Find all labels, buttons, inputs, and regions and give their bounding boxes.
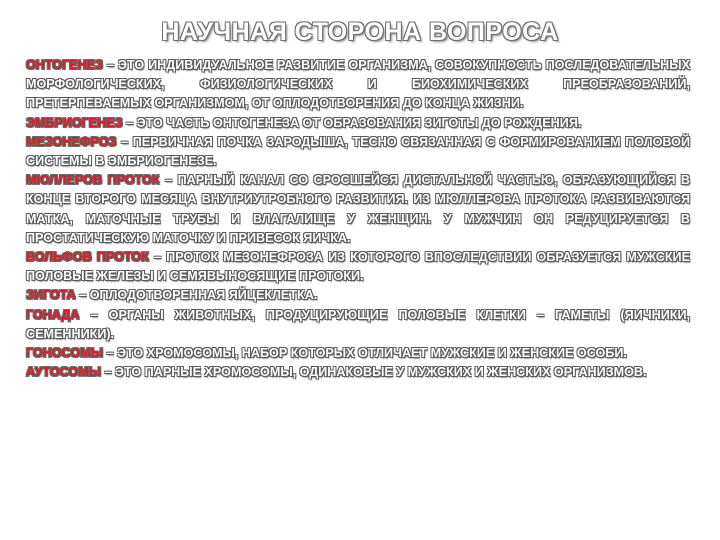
definition-embryogenesis: [26, 114, 690, 133]
slide-title: НАУЧНАЯ СТОРОНА ВОПРОСА: [161, 18, 559, 46]
term-mullerian-duct: МЮЛЛЕРОВ ПРОТОК: [26, 173, 160, 188]
definitions-list: [26, 56, 690, 382]
term-gonosomes: ГОНОСОМЫ: [26, 346, 104, 361]
definition-gonosomes: [26, 344, 690, 363]
definition-text-autosomes: – ЭТО ПАРНЫЕ ХРОМОСОМЫ, ОДИНАКОВЫЕ У МУЖСКИХ И ЖЕНСКИХ ОРГАНИЗМОВ.: [101, 365, 647, 380]
definition-mullerian-duct: [26, 171, 690, 248]
definition-text-ontogenesis: – ЭТО ИНДИВИДУАЛЬНОЕ РАЗВИТИЕ ОРГАНИЗМА, СОВОКУПНОСТЬ ПОСЛЕДОВАТЕЛЬНЫХ МОРФОЛОГИЧЕСКИХ, ФИЗИОЛОГИЧЕСКИХ И БИОХИМИЧЕСКИХ ПРЕОБРАЗОВАНИЙ, ПРЕТЕРПЕВАЕМЫХ ОРГАНИЗМОМ, ОТ ОПЛОДОТВОРЕНИЯ ДО КОНЦА ЖИЗНИ.: [26, 58, 690, 111]
definition-mesonephros: [26, 133, 690, 171]
definition-ontogenesis: [26, 56, 690, 114]
definition-text-mullerian-duct: – ПАРНЫЙ КАНАЛ СО СРОСШЕЙСЯ ДИСТАЛЬНОЙ ЧАСТЬЮ, ОБРАЗУЮЩИЙСЯ В КОНЦЕ ВТОРОГО МЕСЯЦА ВНУТРИУТРОБНОГО РАЗВИТИЯ. ИЗ МЮЛЛЕРОВА ПРОТОКА РАЗВИВАЮТСЯ МАТКА, МАТОЧНЫЕ ТРУБЫ И ВЛАГАЛИЩЕ У ЖЕНЩИН. У МУЖЧИН ОН РЕДУЦИРУЕТСЯ В ПРОСТАТИЧЕСКУЮ МАТОЧКУ И ПРИВЕСОК ЯИЧКА.: [26, 173, 690, 245]
term-ontogenesis: ОНТОГЕНЕЗ: [26, 58, 103, 72]
definition-autosomes: [26, 363, 690, 382]
term-wolffian-duct: ВОЛЬФОВ ПРОТОК: [26, 250, 149, 265]
term-mesonephros: МЕЗОНЕФРОЗ: [26, 134, 117, 149]
definition-zygote: [26, 286, 690, 305]
definition-gonad: [26, 306, 690, 344]
term-autosomes: АУТОСОМЫ: [26, 365, 102, 380]
definition-wolffian-duct: [26, 248, 690, 286]
definition-text-wolffian-duct: – ПРОТОК МЕЗОНЕФРОЗА ИЗ КОТОРОГО ВПОСЛЕДСТВИИ ОБРАЗУЕТСЯ МУЖСКИЕ ПОЛОВЫЕ ЖЕЛЕЗЫ И СЕМЯВЫНОСЯЩИЕ ПРОТОКИ.: [26, 250, 691, 284]
term-zygote: ЗИГОТА: [26, 288, 76, 303]
term-gonad: ГОНАДА: [26, 307, 80, 322]
definition-text-embryogenesis: – ЭТО ЧАСТЬ ОНТОГЕНЕЗА ОТ ОБРАЗОВАНИЯ ЗИГОТЫ ДО РОЖДЕНИЯ.: [122, 115, 582, 130]
definition-text-mesonephros: – ПЕРВИЧНАЯ ПОЧКА ЗАРОДЫША, ТЕСНО СВЯЗАННАЯ С ФОРМИРОВАНИЕМ ПОЛОВОЙ СИСТЕМЫ В ЭМБРИОГЕНЕЗЕ.: [26, 134, 690, 169]
term-embryogenesis: ЭМБРИОГЕНЕЗ: [26, 115, 123, 130]
definition-text-gonosomes: – ЭТО ХРОМОСОМЫ, НАБОР КОТОРЫХ ОТЛИЧАЕТ МУЖСКИЕ И ЖЕНСКИЕ ОСОБИ.: [103, 346, 627, 361]
definition-text-zygote: – ОПЛОДОТВОРЕННАЯ ЯЙЦЕКЛЕТКА.: [75, 288, 318, 303]
definition-text-gonad: – ОРГАНЫ ЖИВОТНЫХ, ПРОДУЦИРУЮЩИЕ ПОЛОВЫЕ КЛЕТКИ – ГАМЕТЫ (ЯИЧНИКИ, СЕМЕННИКИ).: [26, 307, 690, 341]
